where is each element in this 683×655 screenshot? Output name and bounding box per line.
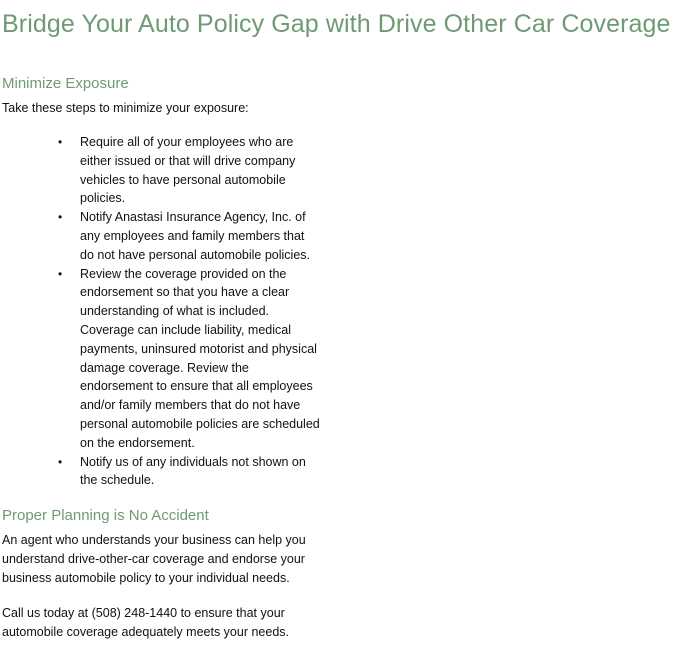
list-item (58, 453, 320, 491)
body-paragraph: An agent who understands your business can help you understand drive-other-car coverage and endorse your business automobile policy to your individual needs. (2, 533, 306, 585)
section-heading-proper-planning: Proper Planning is No Accident (2, 507, 209, 524)
list-item-text: Notify us of any individuals not shown on the schedule. (80, 454, 306, 488)
bullet-icon: • (58, 266, 63, 281)
list-item (58, 265, 320, 453)
list-item-text: Notify Anastasi Insurance Agency, Inc. of any employees and family members that do not have personal automobile policies. (80, 210, 311, 262)
bullet-icon: • (58, 454, 63, 469)
call-to-action-paragraph: Call us today at (508) 248-1440 to ensure that your automobile coverage adequately meets your needs. (2, 606, 289, 639)
section-heading-minimize-exposure: Minimize Exposure (2, 75, 129, 92)
intro-paragraph: Take these steps to minimize your exposure: (2, 101, 249, 115)
page-title: Bridge Your Auto Policy Gap with Drive Other Car Coverage (2, 10, 671, 38)
steps-list (58, 133, 320, 490)
list-item (58, 133, 320, 208)
bullet-icon: • (58, 135, 63, 149)
list-item-text: Review the coverage provided on the endorsement so that you have a clear understanding of what is included. Coverage can include liability, medical payments, uninsured motorist and physical damage coverage. Review the endorsement to ensure that all employees and/or family members that do not have personal automobile policies are scheduled on the endorsement. (80, 266, 320, 450)
list-item-text: Require all of your employees who are either issued or that will drive company vehicles to have personal automobile policies. (80, 135, 296, 206)
list-item (58, 208, 320, 264)
bullet-icon: • (58, 210, 63, 225)
